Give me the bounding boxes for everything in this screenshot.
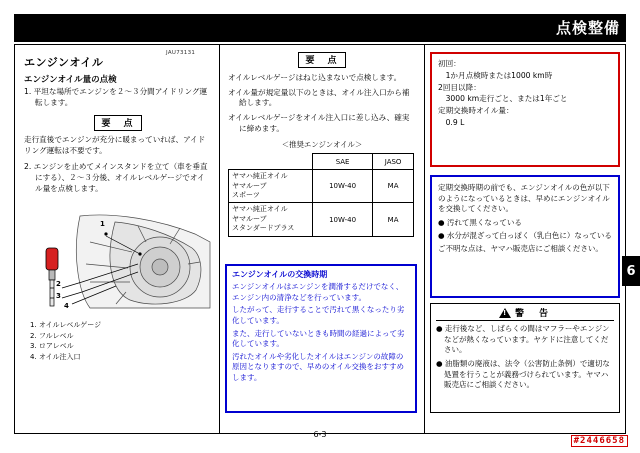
oil-condition-outro: ご不明な点は、ヤマハ販売店にご相談ください。	[438, 244, 603, 254]
legend-item-2: 2. フルレベル	[30, 331, 74, 340]
list-item: 1. 平坦な場所でエンジンを２～３分間アイドリング運転します。	[24, 87, 208, 107]
page-number: 6-3	[313, 430, 327, 439]
schedule-line-4: 3000 km走行ごと、または1年ごと	[438, 94, 568, 104]
list-item: ● 走行後など、しばらくの間はマフラーやエンジンなどが熱くなっています。ヤケドに注意してください。	[436, 324, 610, 355]
middle-column	[228, 48, 416, 237]
column-divider-1	[219, 45, 220, 433]
oil-sae-1: 10W-40	[313, 170, 373, 203]
oil-change-interval-title: エンジンオイルの交換時期	[232, 270, 328, 279]
oil-condition-item-2: ● 水分が混ざって白っぽく（乳白色に）なっている	[438, 230, 612, 240]
table-header-sae: SAE	[313, 154, 373, 170]
warning-header	[436, 306, 614, 321]
list-item: オイル量が規定量以下のときは、オイル注入口から補給します。	[228, 87, 410, 108]
oil-check-step-list	[24, 87, 212, 108]
oil-jaso-2: MA	[373, 203, 414, 236]
oil-condition-intro: 定期交換時期の前でも、エンジンオイルの色が以下のようになっているときは、早めにエンジンオイルを交換してください。	[438, 183, 610, 214]
figure-legend	[30, 320, 101, 362]
figure-callout-4: 4	[64, 302, 69, 310]
oil-condition-box	[430, 175, 620, 298]
note-badge-left: 要 点	[94, 115, 141, 131]
list-item: 2. エンジンを止めてメインスタンドを立て（車を垂直にする）、２～３分後、オイルレベルゲージでオイル量を点検します。	[24, 162, 208, 193]
warning-body	[436, 324, 614, 391]
page-title: 点検整備	[555, 19, 620, 37]
oil-name-1: ヤマハ純正オイル ヤマルーブ スポーツ	[229, 170, 313, 203]
warning-title: 警 告	[514, 309, 551, 319]
schedule-line-5: 定期交換時オイル量：	[438, 106, 514, 116]
warning-triangle-icon	[499, 308, 511, 318]
watermark: #2446658	[571, 435, 628, 447]
oil-check-note-list	[228, 73, 416, 134]
figure-callout-1: 1	[100, 220, 105, 228]
list-item: ● 油脂類の廃液は、法令（公害防止条例）で適切な処置を行うことが義務づけられています。ヤマハ販売店にご相談ください。	[436, 358, 610, 390]
schedule-line-3: 2回目以降：	[438, 82, 481, 92]
table-header-jaso: JASO	[373, 154, 414, 170]
document-code: JAU73131	[166, 50, 196, 56]
oil-jaso-1: MA	[373, 170, 414, 203]
oil-check-step-list-2	[24, 162, 212, 194]
table-header-blank	[229, 154, 313, 170]
left-column	[24, 54, 212, 197]
oil-sae-2: 10W-40	[313, 203, 373, 236]
oil-change-interval-body: エンジンオイルはエンジンを潤滑するだけでなく、エンジン内の清浄などを行っています。 したがって、走行することで汚れて黒くなったり劣化しています。 また、走行していないときも時間の経過によって劣化しています。 汚れたオイルや劣化したオイルはエンジンの故障の原因となりますので、早めのオイル交換をおすすめします。	[232, 282, 405, 383]
figure-callout-2: 2	[56, 280, 61, 288]
schedule-line-2: 1か月点検時または1000 km時	[438, 70, 553, 80]
chapter-tab: 6	[622, 256, 640, 286]
schedule-line-6: 0.9 L	[438, 117, 465, 127]
section-heading-engine-oil: エンジンオイル	[24, 56, 104, 69]
oil-change-schedule-box	[430, 52, 620, 167]
engine-oil-dipstick-figure	[20, 212, 214, 312]
oil-change-interval-box	[225, 264, 417, 413]
table-header-row	[229, 154, 414, 170]
recommended-oil-caption: ＜推奨エンジンオイル＞	[281, 140, 363, 150]
oil-condition-item-1: ● 汚れて黒くなっている	[438, 217, 522, 227]
legend-item-3: 3. ロアレベル	[30, 342, 74, 350]
note-badge-mid: 要 点	[298, 52, 345, 68]
figure-callout-3: 3	[56, 292, 61, 300]
header-rule	[14, 40, 626, 42]
note-text-left: 走行直後でエンジンが充分に暖まっていれば、アイドリング運転は不要です。	[24, 135, 206, 156]
list-item: オイルレベルゲージをオイル注入口に差し込み、確実に締めます。	[228, 112, 410, 133]
list-item: オイルレベルゲージはねじ込まないで点検します。	[228, 73, 402, 82]
page-header-bar	[14, 14, 626, 40]
legend-item-1: 1. オイルレベルゲージ	[30, 321, 102, 329]
table-row	[229, 203, 414, 236]
oil-name-2: ヤマハ純正オイル ヤマルーブ スタンダードプラス	[229, 203, 313, 236]
table-row	[229, 170, 414, 203]
subsection-heading-oil-check: エンジンオイル量の点検	[24, 75, 117, 85]
column-divider-2	[424, 45, 425, 433]
schedule-line-1: 初回：	[438, 59, 461, 68]
legend-item-4: 4. オイル注入口	[30, 352, 81, 361]
recommended-oil-table	[228, 153, 414, 237]
warning-box	[430, 303, 620, 413]
